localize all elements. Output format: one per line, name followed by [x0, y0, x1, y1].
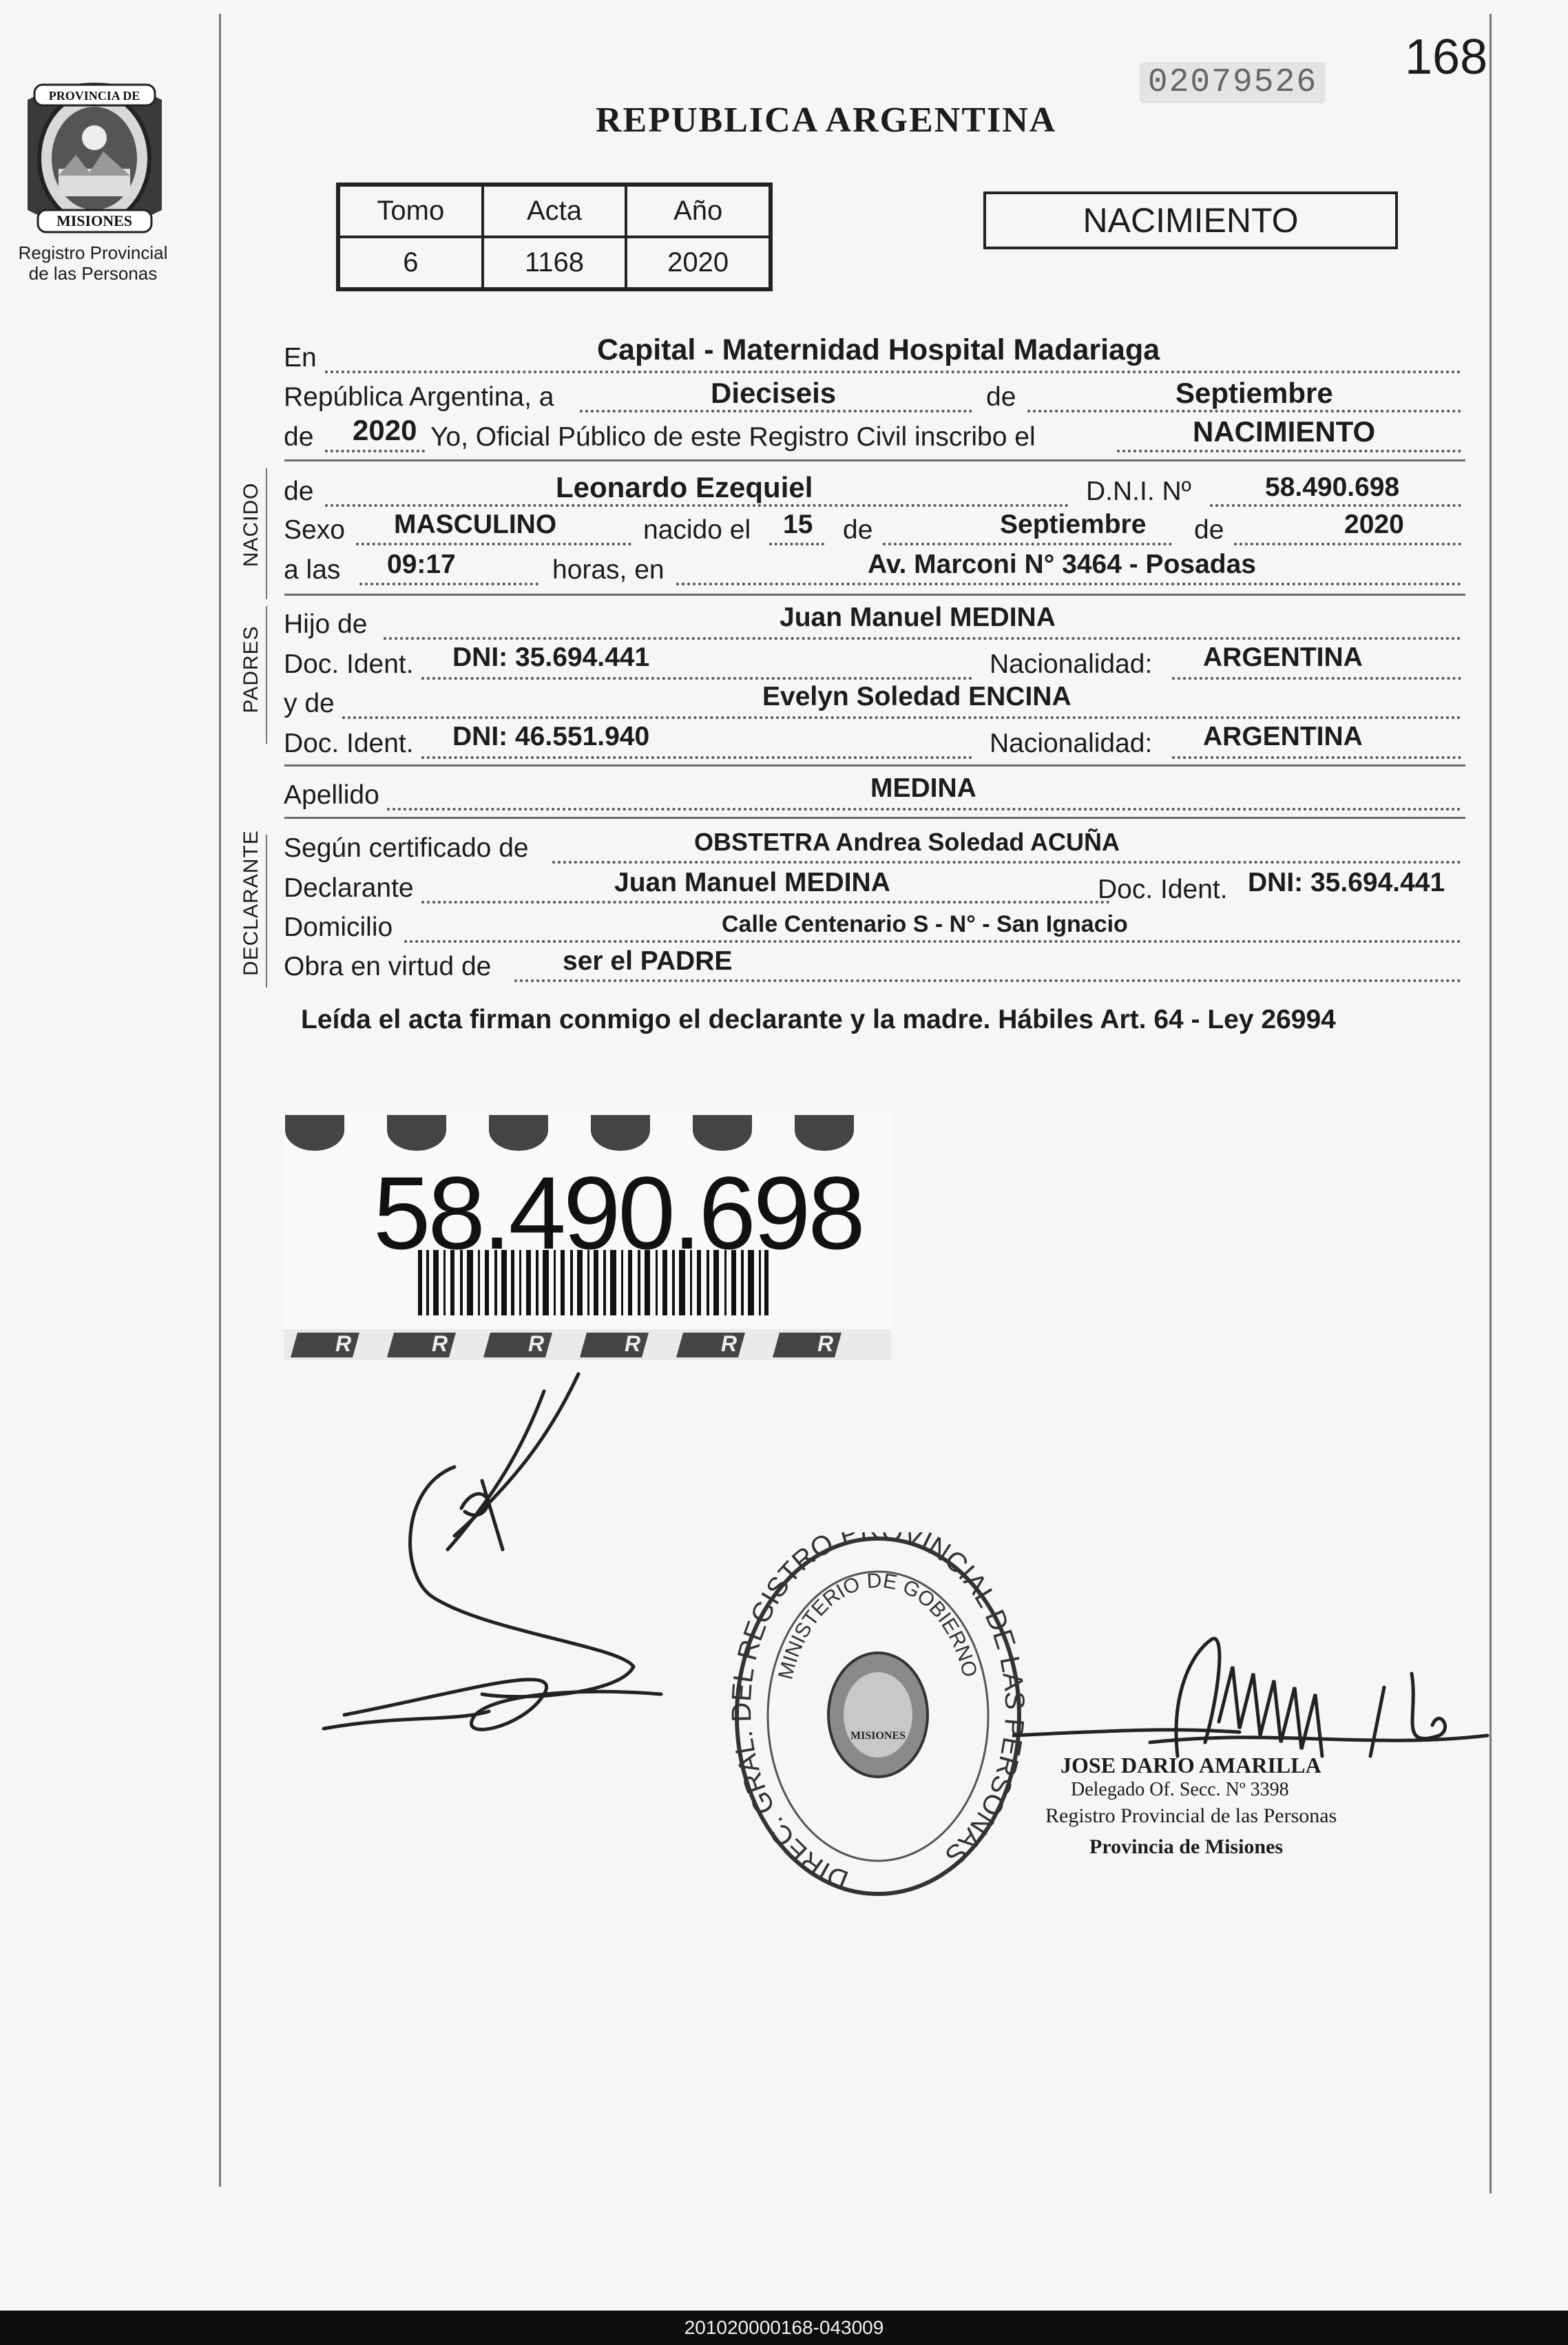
cert-label: Según certificado de [284, 833, 529, 863]
father-doc: DNI: 35.694.441 [452, 643, 650, 672]
nacido-de-label: de [284, 477, 314, 506]
nacido-row-1 [284, 471, 1461, 511]
serial-stamp: 02079526 [1140, 62, 1326, 103]
registry-header-tomo: Tomo [339, 185, 483, 237]
country-title: REPUBLICA ARGENTINA [596, 101, 1057, 140]
padres-row-2 [284, 643, 1461, 684]
intro-row-2 [284, 377, 1461, 417]
declarante-row-2 [284, 868, 1461, 908]
svg-text:MINISTERIO DE GOBIERNO: MINISTERIO DE GOBIERNO [774, 1569, 982, 1682]
apellido-row [284, 773, 1461, 815]
official-oval-stamp [730, 1532, 1026, 1901]
de-label-intro: de [986, 382, 1016, 412]
sticker-mark-1: R [335, 1331, 352, 1356]
birth-address: Av. Marconi N° 3464 - Posadas [868, 550, 1256, 579]
sticker-mark-5: R [721, 1331, 738, 1356]
divider-4 [284, 817, 1465, 819]
padres-row-1 [284, 603, 1461, 644]
nacido-el-label: nacido el [643, 515, 751, 545]
divider-1 [284, 459, 1465, 461]
divider-2 [284, 594, 1465, 596]
mother-doc-label: Doc. Ident. [284, 729, 414, 758]
padres-bracket [266, 606, 267, 744]
nacido-bracket [266, 468, 267, 599]
father-nationality: ARGENTINA [1203, 643, 1363, 672]
dni-sticker [284, 1112, 891, 1360]
sexo-label: Sexo [284, 515, 345, 545]
register-year: 2020 [353, 414, 417, 446]
left-border-line [219, 14, 221, 2187]
hijo-label: Hijo de [284, 609, 368, 639]
register-month: Septiembre [1175, 377, 1333, 409]
padres-row-3 [284, 682, 1461, 723]
official-name: JOSE DARIO AMARILLA [1060, 1753, 1321, 1778]
birth-place: Capital - Maternidad Hospital Madariaga [597, 333, 1160, 366]
mother-nationality: ARGENTINA [1203, 722, 1363, 751]
birth-day: 15 [783, 510, 813, 539]
nacido-row-3 [284, 550, 1461, 590]
register-day: Dieciseis [711, 377, 837, 409]
mother-nat-label: Nacionalidad: [990, 729, 1153, 758]
dni-label: D.N.I. Nº [1086, 477, 1191, 506]
registry-value-tomo: 6 [339, 237, 483, 289]
mother-name: Evelyn Soledad ENCINA [762, 682, 1072, 711]
en-label: En [284, 343, 317, 373]
republic-label: República Argentina, a [284, 382, 554, 412]
declarante-row-4 [284, 946, 1461, 986]
act-kind: NACIMIENTO [1193, 415, 1376, 448]
father-name: Juan Manuel MEDINA [780, 603, 1056, 632]
declarante-doc-label: Doc. Ident. [1098, 875, 1228, 904]
intro-row-1 [284, 333, 1461, 377]
logo-caption-line1: Registro Provincial [18, 242, 168, 263]
registrar-text: Yo, Oficial Público de este Registro Civil inscribo el [430, 422, 1036, 452]
obra-label: Obra en virtud de [284, 952, 492, 981]
apellido-label: Apellido [284, 780, 379, 810]
svg-text:MISIONES: MISIONES [56, 212, 133, 229]
svg-text:MISIONES: MISIONES [850, 1730, 906, 1742]
closing-text: Leída el acta firman conmigo el declarante y la madre. Hábiles Art. 64 - Ley 26994 [301, 1005, 1336, 1034]
birth-time: 09:17 [387, 550, 456, 579]
declarant-signature [317, 1370, 675, 1756]
page-number: 168 [1405, 30, 1488, 85]
horas-label: horas, en [552, 555, 665, 585]
sticker-mark-4: R [625, 1331, 641, 1356]
mother-doc: DNI: 46.551.940 [452, 722, 650, 751]
registry-value-acta: 1168 [483, 237, 627, 289]
apellido-value: MEDINA [870, 773, 976, 803]
domicilio-value: Calle Centenario S - N° - San Ignacio [722, 911, 1128, 937]
de-label-year2: de [1194, 515, 1224, 545]
padres-section-label: PADRES [240, 625, 262, 713]
birth-year: 2020 [1344, 510, 1404, 539]
sticker-mark-3: R [528, 1331, 545, 1356]
divider-3 [284, 764, 1465, 767]
de-label-year: de [284, 422, 314, 452]
registry-header-acta: Acta [483, 185, 627, 237]
right-border-line [1489, 14, 1492, 2193]
birth-month: Septiembre [1000, 510, 1147, 539]
declarante-bracket [266, 835, 267, 988]
de-label-month: de [843, 515, 873, 545]
father-nat-label: Nacionalidad: [990, 649, 1153, 679]
province-seal-logo [21, 72, 169, 244]
svg-text:DIREC. GRAL. DEL REGISTRO PROV: DIREC. GRAL. L REGISTRO P VINCIAL DE LA ERSONAS [730, 1532, 1026, 1896]
declarante-section-label: DECLARANTE [240, 830, 262, 976]
intro-row-3 [284, 414, 1461, 457]
official-role: Delegado Of. Secc. Nº 3398 [1071, 1779, 1289, 1800]
declarante-name: Juan Manuel MEDINA [614, 868, 890, 897]
footer-barcode-text: 201020000168-043009 [0, 2311, 1568, 2345]
logo-caption-line2: de las Personas [28, 263, 158, 284]
declarante-row-3 [284, 913, 1461, 947]
official-office: Registro Provincial de las Personas [1045, 1804, 1337, 1827]
declarante-doc: DNI: 35.694.441 [1248, 868, 1445, 897]
act-type-box: NACIMIENTO [983, 191, 1398, 249]
sticker-dni-number: 58.490.698 [373, 1155, 863, 1271]
domicilio-label: Domicilio [284, 913, 393, 942]
obra-value: ser el PADRE [563, 946, 733, 976]
declarante-row-1 [284, 828, 1461, 868]
child-name: Leonardo Ezequiel [556, 471, 813, 503]
child-dni: 58.490.698 [1265, 472, 1400, 502]
sticker-mark-2: R [432, 1331, 448, 1356]
official-province: Provincia de Misiones [1089, 1835, 1284, 1858]
y-de-label: y de [284, 689, 335, 718]
svg-text:PROVINCIA DE: PROVINCIA DE [48, 89, 140, 103]
padres-row-4 [284, 722, 1461, 763]
a-las-label: a las [284, 555, 341, 585]
certificate-value: OBSTETRA Andrea Soledad ACUÑA [694, 828, 1120, 856]
father-doc-label: Doc. Ident. [284, 649, 414, 679]
declarante-label: Declarante [284, 873, 414, 903]
sticker-mark-6: R [817, 1331, 834, 1356]
child-sex: MASCULINO [394, 510, 557, 539]
nacido-section-label: NACIDO [240, 482, 262, 567]
registry-header-anio: Año [626, 185, 770, 237]
nacido-row-2 [284, 510, 1461, 550]
logo-caption [0, 242, 186, 284]
registry-value-anio: 2020 [626, 237, 770, 289]
registry-table [336, 183, 773, 291]
